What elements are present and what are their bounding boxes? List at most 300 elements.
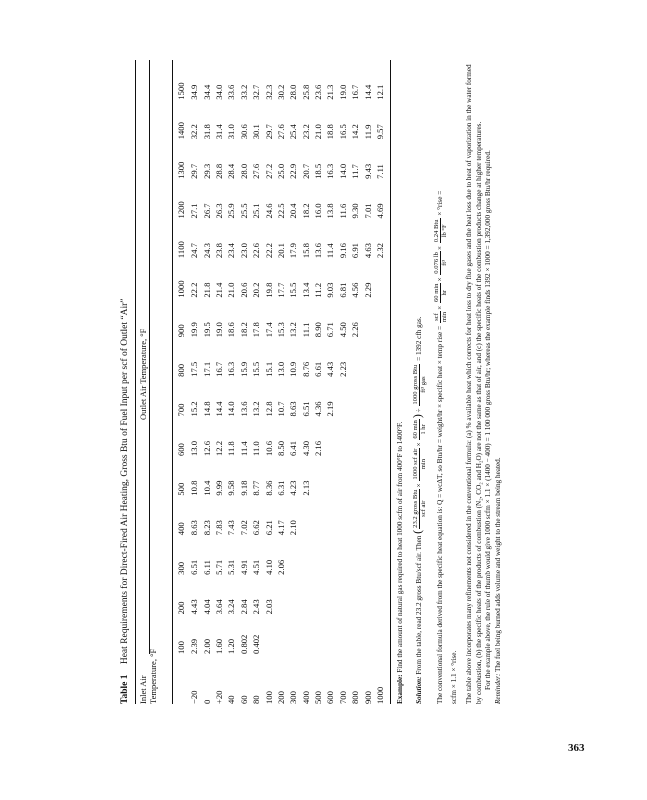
table-cell: [337, 535, 349, 575]
table-cell: 24.7: [189, 243, 200, 259]
inlet-temp-cell: 800: [350, 691, 361, 704]
table-cell: 26.3: [213, 203, 224, 219]
table-cell: 27.2: [263, 163, 274, 179]
table-cell: 27.6: [275, 124, 286, 140]
table-cell: 2.16: [313, 440, 324, 457]
table-cell: 9.57: [375, 124, 386, 140]
conventional-fraction-2: 60 min hr: [432, 283, 448, 303]
table-cell: 32.7: [251, 84, 262, 100]
table-cell: [262, 614, 274, 654]
table-cell: 2.39: [189, 638, 200, 654]
table-cell: 25.9: [226, 203, 237, 219]
table-cell: 6.81: [337, 282, 348, 298]
solution-label: Solution:: [414, 676, 423, 704]
table-cell: [374, 298, 386, 338]
table-cell: 23.4: [226, 243, 237, 259]
outlet-temp-header: 200: [176, 601, 186, 615]
inlet-temp-cell: 700: [337, 691, 348, 704]
table-cell: [324, 575, 336, 615]
example-label: Example:: [396, 674, 404, 704]
table-cell: [361, 535, 373, 575]
table-cell: 15.8: [300, 243, 311, 259]
table-cell: 13.2: [251, 401, 262, 417]
table-cell: [312, 456, 324, 496]
table-row: [287, 60, 299, 704]
table-cell: [324, 416, 336, 456]
table-cell: 20.6: [238, 282, 249, 298]
table-row: [238, 60, 250, 704]
inlet-header-line1: Inlet Air: [138, 675, 148, 704]
table-cell: 27.6: [251, 163, 262, 179]
table-cell: [349, 337, 361, 377]
table-cell: 30.6: [238, 124, 249, 140]
table-cell: 2.26: [350, 322, 361, 338]
table-cell: 4.69: [375, 203, 386, 219]
table-cell: [361, 614, 373, 654]
table-cell: 19.5: [201, 322, 212, 338]
reminder-line: [494, 60, 504, 704]
table-cell: 13.8: [325, 203, 336, 219]
inlet-temp-cell: 60: [238, 695, 249, 704]
table-cell: [275, 614, 287, 654]
table-cell: [349, 416, 361, 456]
table-cell: 2.13: [300, 480, 311, 496]
table-cell: 28.0: [238, 163, 249, 179]
table-cell: 9.43: [362, 163, 373, 179]
table-cell: 7.83: [213, 520, 224, 536]
table-cell: [300, 614, 312, 654]
reminder-label: Reminder:: [493, 673, 502, 704]
table-cell: [300, 535, 312, 575]
table-cell: 25.0: [275, 163, 286, 179]
inlet-temp-cell: 100: [263, 691, 274, 704]
table-cell: [361, 456, 373, 496]
outlet-temp-header: 700: [176, 403, 186, 417]
table-cell: [275, 575, 287, 615]
table-cell: 4.10: [263, 559, 274, 575]
table-cell: 30.2: [275, 84, 286, 100]
table-cell: 4.17: [275, 520, 286, 536]
table-cell: 23.6: [313, 84, 324, 100]
table-cell: [300, 496, 312, 536]
table-cell: 31.0: [226, 124, 237, 140]
inlet-temp-cell: 400: [300, 691, 311, 704]
table-cell: 11.7: [350, 164, 361, 179]
table-title: [120, 298, 130, 704]
solution-fraction-2: 1000 scf air min: [411, 448, 427, 480]
table-cell: 7.11: [375, 164, 386, 179]
table-cell: [324, 496, 336, 536]
inlet-temp-cell: +20: [213, 690, 224, 704]
table-cell: 26.7: [201, 203, 212, 219]
table-cell: [349, 535, 361, 575]
table-cell: 33.2: [238, 84, 249, 100]
inlet-temp-cell: 600: [325, 691, 336, 704]
table-cell: [337, 377, 349, 417]
table-cell: 25.1: [251, 203, 262, 219]
table-cell: 21.4: [213, 282, 224, 298]
table-cell: [287, 614, 299, 654]
inlet-temp-cell: 0: [201, 699, 212, 704]
table-cell: 15.2: [189, 401, 200, 417]
example-line: [396, 60, 406, 704]
table-cell: [312, 614, 324, 654]
outlet-temp-header: 300: [176, 561, 186, 575]
table-cell: 34.9: [189, 84, 200, 100]
table-cell: 19.0: [213, 322, 224, 338]
table-cell: 7.43: [226, 520, 237, 536]
table-cell: 7.02: [238, 520, 249, 536]
table-cell: 29.3: [201, 163, 212, 179]
table-cell: 34.0: [213, 84, 224, 100]
table-cell: 6.31: [275, 480, 286, 496]
table-cell: 15.9: [238, 361, 249, 377]
solution-line: Solution: From the table, read 23.2 gross Btu/scf air. Then ( 23.2 gross Btu scf air × 1000 scf air min × 60 min 1 hr ) ÷ 1000 gross Btu ft³ gas = 1392 cfh gas.: [409, 316, 427, 704]
table-cell: 22.6: [251, 243, 262, 259]
table-cell: 2.29: [362, 282, 373, 298]
example-text: Find the amount of natural gas required to heat 1000 scfm of air from 400°F to 1400°F.: [396, 421, 404, 675]
table-cell: [374, 258, 386, 298]
table-cell: 5.71: [213, 559, 224, 575]
table-cell: 2.23: [337, 361, 348, 377]
table-cell: 23.8: [213, 243, 224, 259]
table-cell: 22.2: [189, 282, 200, 298]
table-cell: 8.23: [201, 520, 212, 536]
inlet-temp-cell: 500: [313, 691, 324, 704]
table-cell: 10.7: [275, 401, 286, 417]
table-cell: 3.64: [213, 599, 224, 615]
table-cell: 4.30: [300, 440, 311, 457]
conventional-tail: × °rise =: [435, 190, 444, 216]
table-cell: 4.63: [362, 243, 373, 259]
table-cell: [361, 416, 373, 456]
table-cell: 11.4: [325, 243, 336, 259]
table-cell: [361, 298, 373, 338]
outlet-temp-header: 1000: [176, 280, 186, 298]
outlet-temp-header: 900: [176, 324, 186, 338]
outlet-temp-header: 1500: [176, 82, 186, 100]
table-cell: 6.41: [288, 440, 299, 457]
table-cell: 14.8: [201, 401, 212, 417]
table-cell: [337, 416, 349, 456]
table-cell: 14.4: [213, 401, 224, 417]
table-cell: 27.1: [189, 203, 200, 219]
table-row: [361, 60, 373, 704]
table-cell: 8.36: [263, 480, 274, 496]
table-caption: Heat Requirements for Direct-Fired Air Heating, Gross Btu of Fuel Input per scf of Outlet “Air”: [120, 298, 130, 665]
example-notes: [396, 60, 504, 704]
table-cell: [374, 456, 386, 496]
table-cell: 6.51: [189, 559, 200, 575]
table-cell: [312, 535, 324, 575]
table-cell: 21.3: [325, 84, 336, 100]
outlet-temp-header: 600: [176, 443, 186, 457]
table-cell: 16.3: [226, 361, 237, 377]
table-cell: 12.1: [375, 84, 386, 100]
table-cell: 14.2: [350, 124, 361, 140]
table-cell: 6.21: [263, 520, 274, 536]
table-cell: 17.7: [275, 282, 286, 298]
table-cell: 24.6: [263, 203, 274, 219]
table-cell: 6.71: [325, 322, 336, 338]
table-cell: [349, 614, 361, 654]
solution-fraction-4: 1000 gross Btu ft³ gas: [411, 364, 427, 405]
table-cell: 25.5: [238, 203, 249, 219]
table-cell: 18.2: [238, 322, 249, 338]
table-row: [200, 60, 212, 704]
inlet-header-line2: Temperature, °F: [148, 648, 158, 704]
table-cell: 11.8: [226, 441, 237, 457]
reminder-text: The fuel being burned adds volume and weight to the stream being heated.: [493, 457, 502, 674]
table-cell: 25.8: [300, 84, 311, 100]
table-cell: 11.0: [251, 441, 262, 457]
table-cell: 17.5: [189, 361, 200, 377]
table-cell: 22.5: [275, 203, 286, 219]
table-cell: 28.4: [226, 163, 237, 179]
conventional-fraction-3: 0.076 lb ft³: [432, 252, 448, 274]
table-cell: [374, 496, 386, 536]
table-cell: [349, 377, 361, 417]
table-cell: 18.6: [226, 322, 237, 338]
table-cell: [312, 575, 324, 615]
table-cell: 10.9: [288, 361, 299, 377]
table-cell: 31.4: [213, 124, 224, 140]
table-cell: 19.0: [337, 84, 348, 100]
table-cell: 9.99: [213, 480, 224, 496]
table-cell: 12.6: [201, 440, 212, 457]
table-cell: 12.8: [263, 401, 274, 417]
table-row: [324, 60, 336, 704]
table-cell: 4.43: [325, 361, 336, 377]
table-cell: 4.43: [189, 599, 200, 615]
table-cell: 7.01: [362, 203, 373, 219]
table-row: [337, 60, 349, 704]
table-cell: 11.2: [313, 282, 324, 298]
table-row: [275, 60, 287, 704]
table-cell: 2.10: [288, 520, 299, 536]
table-cell: [324, 456, 336, 496]
table-cell: 2.03: [263, 599, 274, 615]
table-cell: 29.7: [189, 163, 200, 179]
heat-requirements-table: [174, 60, 386, 704]
table-cell: 13.0: [189, 440, 200, 457]
table-cell: [337, 496, 349, 536]
table-cell: [374, 377, 386, 417]
table-cell: [361, 496, 373, 536]
table-cell: 17.1: [201, 361, 212, 377]
table-cell: [374, 416, 386, 456]
table-cell: 20.7: [300, 163, 311, 179]
table-cell: 16.5: [337, 124, 348, 140]
outlet-temp-header: 1300: [176, 161, 186, 179]
conventional-text: The conventional formula derived from the specific heat equation is: Q = wcΔT, so Btu/hr = weight/hr × specific heat × temp rise =: [435, 325, 444, 704]
table-cell: 33.6: [226, 84, 237, 100]
table-cell: [337, 456, 349, 496]
header-blank-cell: [174, 654, 188, 704]
table-cell: [300, 575, 312, 615]
table-cell: 18.8: [325, 124, 336, 140]
table-cell: 17.9: [288, 243, 299, 259]
outlet-temp-header: 500: [176, 482, 186, 496]
table-cell: [287, 535, 299, 575]
table-row: [213, 60, 225, 704]
outlet-temperature-header-row: [174, 60, 188, 704]
solution-fraction-1: 23.2 gross Btu scf air: [411, 489, 427, 528]
table-cell: 2.84: [238, 599, 249, 615]
outlet-temp-header: 1100: [176, 241, 186, 259]
table-cell: 17.4: [263, 322, 274, 338]
table-cell: [349, 456, 361, 496]
outlet-temp-header: 1200: [176, 201, 186, 219]
table-cell: 20.4: [288, 203, 299, 219]
refinements-paragraph: The table above incorporates many refinements not considered in the conventional formula: (a) % available heat which corrects for heat loss to dry flue gases and the heat loss due to heat of vaporization in the water formed by combustion, (b) the specific heats of the products of combustion (N₂, CO₂ and H₂O) are not the same as that of air, and (c) the specific heats of the combustion products change at higher temperatures.: [465, 64, 483, 704]
table-cell: 16.3: [325, 163, 336, 179]
table-row: [349, 60, 361, 704]
table-cell: 4.04: [201, 599, 212, 615]
table-cell: 15.1: [263, 361, 274, 377]
table-cell: [374, 337, 386, 377]
table-cell: 30.1: [251, 124, 262, 140]
table-cell: 32.3: [263, 84, 274, 100]
outlet-temp-header: 400: [176, 522, 186, 536]
solution-fraction-3: 60 min 1 hr: [411, 420, 427, 439]
table-cell: 19.9: [189, 322, 200, 338]
table-cell: 11.6: [337, 203, 348, 219]
inlet-temp-cell: −20: [189, 690, 200, 704]
table-cell: 5.31: [226, 559, 237, 575]
table-cell: 13.4: [300, 282, 311, 298]
conventional-line-2: scfm × 1.1 × °rise.: [449, 650, 458, 704]
table-cell: 11.1: [300, 322, 311, 338]
table-cell: 24.3: [201, 243, 212, 259]
table-cell: 6.61: [313, 361, 324, 377]
rule-of-thumb-paragraph: For the example above, the rule of thumb would give 1000 scfm × 1.1 × (1400 − 400) = 1 100 000 gross Btu/hr; whereas the example finds 1392 × 1000 = 1,392,000 gross Btu/hr required.: [484, 150, 493, 690]
table-cell: 8.63: [288, 401, 299, 417]
table-cell: 0.402: [251, 634, 262, 654]
table-cell: [349, 496, 361, 536]
table-row: [262, 60, 274, 704]
table-cell: 4.50: [337, 322, 348, 338]
table-cell: 6.91: [350, 243, 361, 259]
table-cell: [287, 575, 299, 615]
table-cell: 4.36: [313, 401, 324, 417]
table-cell: 20.1: [275, 243, 286, 259]
outlet-temp-header: 1400: [176, 122, 186, 140]
table-cell: 1.20: [226, 638, 237, 654]
table-cell: 2.43: [251, 599, 262, 615]
table-row: [374, 60, 386, 704]
table-cell: [374, 575, 386, 615]
table-row: [250, 60, 262, 704]
table-cell: 28.0: [288, 84, 299, 100]
table-row: [300, 60, 312, 704]
table-cell: 14.0: [337, 163, 348, 179]
outlet-temp-header: 800: [176, 363, 186, 377]
table-cell: 11.9: [362, 124, 373, 140]
table-cell: 11.4: [238, 441, 249, 457]
table-cell: 2.06: [275, 559, 286, 575]
table-top-rule: [135, 60, 136, 704]
table-cell: 6.11: [201, 560, 212, 575]
table-cell: 34.4: [201, 84, 212, 100]
outlet-header: Outlet Air Temperature, °F: [138, 328, 148, 420]
table-row: [188, 60, 200, 704]
table-cell: [337, 614, 349, 654]
table-cell: 12.2: [213, 440, 224, 457]
solution-text: From the table, read 23.2 gross Btu/scf air. Then: [414, 535, 423, 677]
table-cell: 13.6: [313, 243, 324, 259]
table-row: [312, 60, 324, 704]
table-cell: 19.8: [263, 282, 274, 298]
table-cell: 4.23: [288, 480, 299, 496]
table-cell: 9.18: [238, 480, 249, 496]
inlet-temp-cell: 300: [288, 691, 299, 704]
table-cell: [324, 535, 336, 575]
inlet-temp-cell: 40: [226, 695, 237, 704]
table-cell: 21.8: [201, 282, 212, 298]
table-cell: 10.8: [189, 480, 200, 496]
conventional-fraction-1: scf min: [432, 311, 448, 323]
table-cell: 22.9: [288, 163, 299, 179]
table-cell: [361, 377, 373, 417]
table-cell: 8.90: [313, 322, 324, 338]
inlet-temp-cell: 80: [251, 695, 262, 704]
outlet-temp-header: 100: [176, 641, 186, 654]
table-cell: [337, 575, 349, 615]
table-cell: [312, 496, 324, 536]
table-cell: 15.5: [251, 361, 262, 377]
conventional-fraction-4: 0.24 Btu lb °F: [432, 219, 448, 243]
table-cell: 9.03: [325, 282, 336, 298]
table-cell: 23.0: [238, 243, 249, 259]
table-cell: 13.0: [275, 361, 286, 377]
table-cell: 16.7: [213, 361, 224, 377]
table-cell: 2.00: [201, 638, 212, 654]
table-cell: [374, 614, 386, 654]
table-cell: 20.2: [251, 282, 262, 298]
table-label: Table 1: [120, 674, 130, 704]
table-cell: 22.2: [263, 243, 274, 259]
table-cell: 21.0: [313, 124, 324, 140]
table-cell: 31.8: [201, 124, 212, 140]
table-cell: 3.24: [226, 599, 237, 615]
table-cell: 13.6: [238, 401, 249, 417]
table-cell: [374, 535, 386, 575]
table-cell: 8.50: [275, 440, 286, 457]
table-cell: 6.62: [251, 520, 262, 536]
table-cell: [324, 614, 336, 654]
table-cell: 14.0: [226, 401, 237, 417]
table-cell: 16.7: [350, 84, 361, 100]
table-cell: 17.8: [251, 322, 262, 338]
table-bottom-rule: [390, 60, 391, 704]
table-cell: 10.4: [201, 480, 212, 496]
table-cell: 8.63: [189, 520, 200, 536]
table-cell: 1.60: [213, 638, 224, 654]
table-cell: 4.56: [350, 282, 361, 298]
page-number: 363: [568, 742, 585, 754]
rotated-page-content: [116, 60, 647, 720]
inlet-temp-cell: 1000: [375, 686, 386, 704]
table-cell: 4.51: [251, 559, 262, 575]
table-cell: 25.4: [288, 124, 299, 140]
inlet-temp-cell: 200: [275, 691, 286, 704]
table-cell: 2.19: [325, 401, 336, 417]
solution-result: = 1392 cfh gas.: [414, 316, 423, 361]
table-cell: 8.77: [251, 480, 262, 496]
outlet-header-rule: [149, 60, 150, 654]
table-cell: 9.58: [226, 480, 237, 496]
